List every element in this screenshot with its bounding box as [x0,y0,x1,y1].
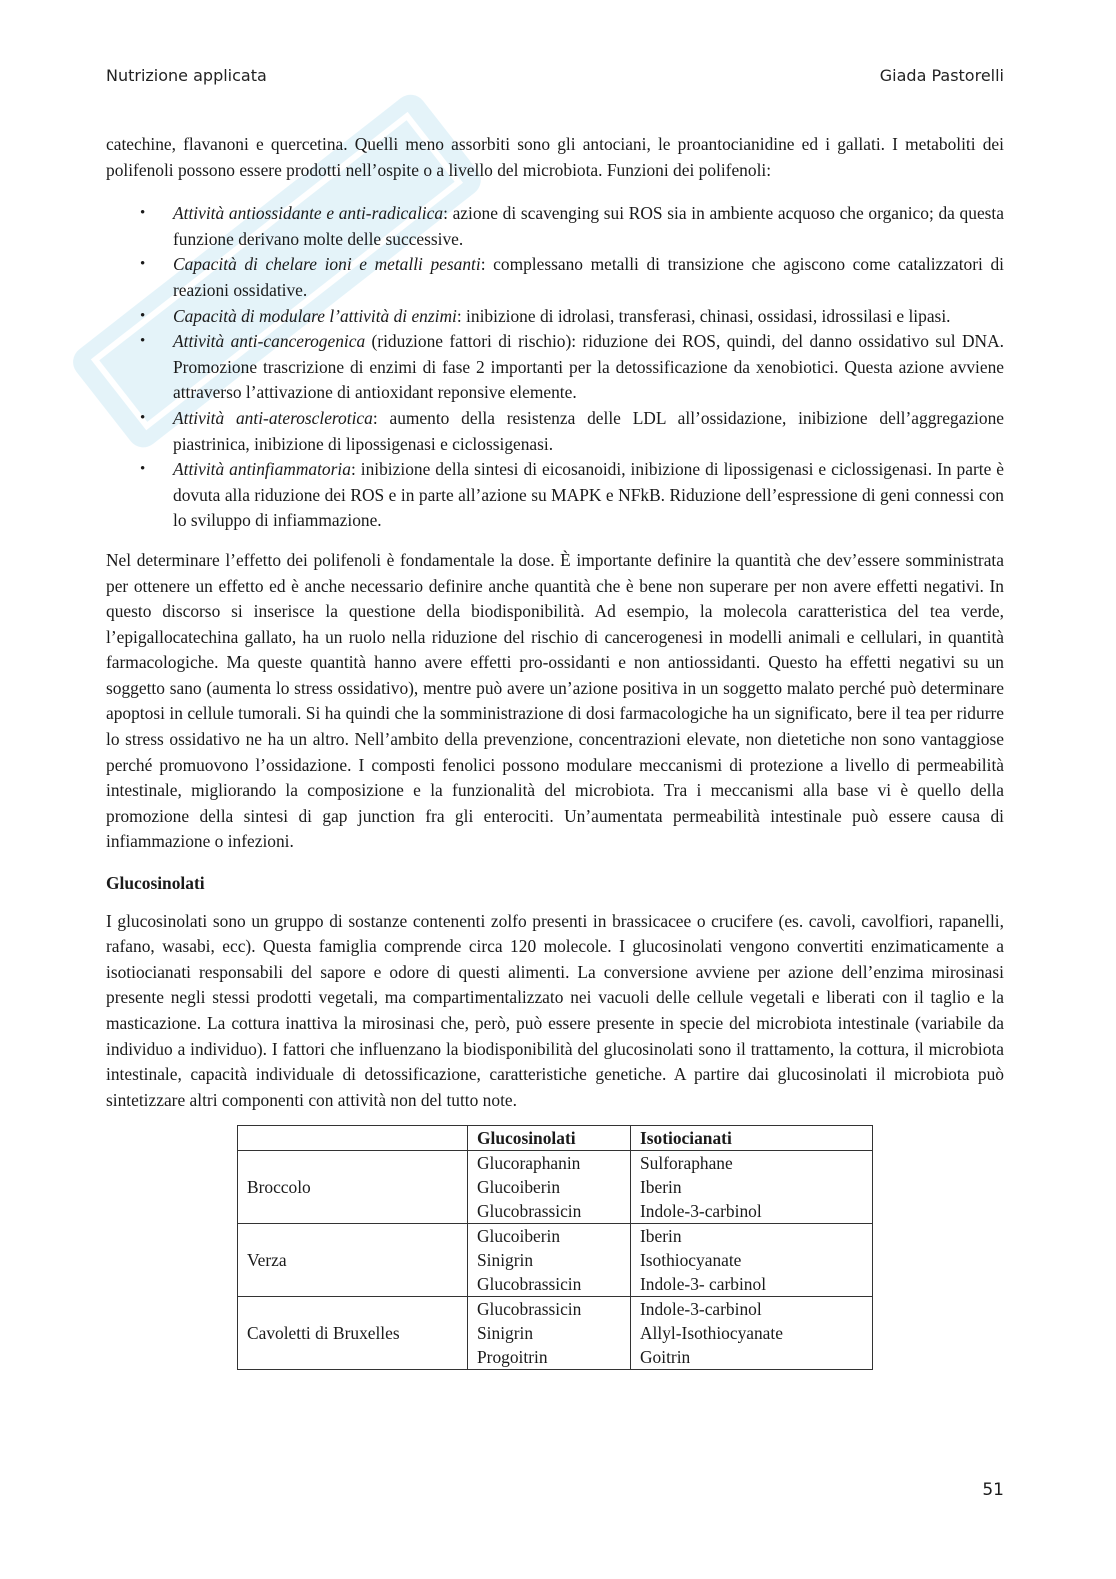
function-term: Capacità di chelare ioni e metalli pesanti [173,254,481,275]
list-item [106,304,1004,330]
table-row [238,1224,873,1297]
table-cell-line: Indole-3-carbinol [640,1299,762,1320]
function-term: Attività antiossidante e anti-radicalica [173,203,444,224]
table-cell-line: Iberin [640,1226,682,1247]
table-row [238,1297,873,1370]
table-cell-line: Glucobrassicin [477,1201,582,1222]
isothiocyanates-cell [631,1224,873,1297]
list-item [106,406,1004,457]
vegetable-cell: Cavoletti di Bruxelles [238,1297,468,1370]
function-term: Capacità di modulare l’attività di enzimi [173,305,457,326]
header-author: Giada Pastorelli [879,66,1004,85]
table-cell-line: Goitrin [640,1347,691,1368]
table-cell-line: Glucoiberin [477,1226,561,1247]
table-cell-line: Glucobrassicin [477,1274,582,1295]
table-cell-line: Glucoiberin [477,1177,561,1198]
intro-paragraph: catechine, flavanoni e quercetina. Quelli meno assorbiti sono gli antociani, le proantocianidine ed i gallati. I metaboliti dei polifenoli possono essere prodotti nell’ospite o a livello del microbiota. Funzioni dei polifenoli: [106,134,1004,180]
function-text: : complessano metalli di transizione che agiscono come catalizzatori di reazioni ossidative. [173,254,1004,300]
glucosinolates-table [237,1125,873,1370]
table-cell-line: Indole-3- carbinol [640,1274,767,1295]
table-cell-line: Allyl-Isothiocyanate [640,1323,783,1344]
table-cell-line: Glucoraphanin [477,1153,581,1174]
table-cell-line: Sinigrin [477,1323,534,1344]
glucosinolates-cell [468,1224,631,1297]
polyphenol-functions-list [106,201,1004,534]
table-cell-line: Sinigrin [477,1250,534,1271]
glucosinolates-cell [468,1151,631,1224]
function-text: : azione di scavenging sui ROS sia in ambiente acquoso che organico; da questa funzione derivano molte delle successive. [173,203,1004,249]
function-text: : aumento della resistenza delle LDL all’ossidazione, inibizione dell’aggregazione piastrinica, inibizione di lipossigenasi e ciclossigenasi. [173,407,1004,454]
list-item [106,252,1004,303]
function-term: Attività anti-cancerogenica [173,331,366,352]
table-header-cell: Isotiocianati [631,1126,873,1151]
table-cell-line: Sulforaphane [640,1153,733,1174]
table-row [238,1151,873,1224]
table-cell-line: Iberin [640,1177,682,1198]
section-heading-glucosinolati: Glucosinolati [106,873,205,894]
table-cell-line: Glucobrassicin [477,1299,582,1320]
isothiocyanates-cell [631,1297,873,1370]
function-text: : inibizione della sintesi di eicosanoidi, inibizione di lipossigenasi e ciclossigenasi. In parte è dovuta alla riduzione dei ROS e in parte all’azione su MAPK e NFkB. Riduzione dell’espressione di geni connessi con lo sviluppo di infiammazione. [173,459,1004,531]
page-number: 51 [982,1480,1004,1500]
table-cell-line: Isothiocyanate [640,1250,742,1271]
list-item [106,201,1004,252]
vegetable-cell: Broccolo [238,1151,468,1224]
page-content [106,132,1004,1370]
table-header-cell: Glucosinolati [468,1126,631,1151]
table-cell-line: Indole-3-carbinol [640,1201,762,1222]
table-header-row [238,1126,873,1151]
function-text: (riduzione fattori di rischio): riduzione dei ROS, quindi, del danno ossidativo sul DNA. Promozione trascrizione di enzimi di fase 2 importanti per la detossificazione da xenobiotici. Questa azione avviene attraverso l’attivazione di antioxidant reponsive elemente. [173,331,1004,403]
isothiocyanates-cell [631,1151,873,1224]
list-item [106,329,1004,406]
glucosinolati-paragraph: I glucosinolati sono un gruppo di sostanze contenenti zolfo presenti in brassicacee o crucifere (es. cavoli, cavolfiori, rapanelli, rafano, wasabi, ecc). Questa famiglia comprende circa 120 molecole. I glucosinolati vengono convertiti enzimaticamente a isotiocianati responsabili del sapore e odore di questi alimenti. La conversione avviene per azione dell’enzima mirosinasi presente negli stessi prodotti vegetali, ma compartimentalizzato nei vacuoli delle cellule vegetali e liberati con il taglio e la masticazione. La cottura inattiva la mirosinasi che, però, può essere presente in specie del microbiota intestinale (variabile da individuo a individuo). I fattori che influenzano la biodisponibilità del glucosinolati sono il trattamento, la cottura, il microbiota intestinale, capacità individuale di detossificazione, caratteristiche genetiche. A partire dai glucosinolati il microbiota può sintetizzare altri componenti con attività non del tutto note. [106,910,1004,1110]
page-header [106,66,1004,85]
glucosinolates-cell [468,1297,631,1370]
list-item [106,457,1004,534]
header-course-title: Nutrizione applicata [106,66,267,85]
function-term: Attività anti-aterosclerotica [173,407,373,428]
function-term: Attività antinfiammatoria [173,459,351,480]
table-cell-line: Progoitrin [477,1347,548,1368]
table-header-cell [238,1126,468,1151]
dose-paragraph: Nel determinare l’effetto dei polifenoli è fondamentale la dose. È importante definire la quantità che dev’essere somministrata per ottenere un effetto ed è anche necessario definire anche quantità che è bene non superare per non avere effetti negativi. In questo discorso si inserisce la questione della biodisponibilità. Ad esempio, la molecola caratteristica del tea verde, l’epigallocatechina gallato, ha un ruolo nella riduzione del rischio di cancerogenesi in modelli animali e cellulari, in quantità farmacologiche. Ma queste quantità hanno avere effetti pro-ossidanti e non antiossidanti. Questo ha effetti negativi su un soggetto sano (aumenta lo stress ossidativo), mentre può avere un’azione positiva in un soggetto malato perché può determinare apoptosi in cellule tumorali. Si ha quindi che la somministrazione di dosi farmacologiche ha un significato, bere il tea per ridurre lo stress ossidativo ne ha un altro. Nell’ambito della prevenzione, concentrazioni elevate, non dietetiche non sono vantaggiose perché promuovono l’ossidazione. I composti fenolici possono modulare meccanismi di protezione a livello di permeabilità intestinale, migliorando la composizione e la funzionalità del microbiota. Tra i meccanismi alla base vi è quello della promozione della sintesi di gap junction fra gli enterociti. Un’aumentata permeabilità intestinale può essere causa di infiammazione o infezioni. [106,549,1004,852]
vegetable-cell: Verza [238,1224,468,1297]
function-text: : inibizione di idrolasi, transferasi, chinasi, ossidasi, idrossilasi e lipasi. [456,305,951,326]
